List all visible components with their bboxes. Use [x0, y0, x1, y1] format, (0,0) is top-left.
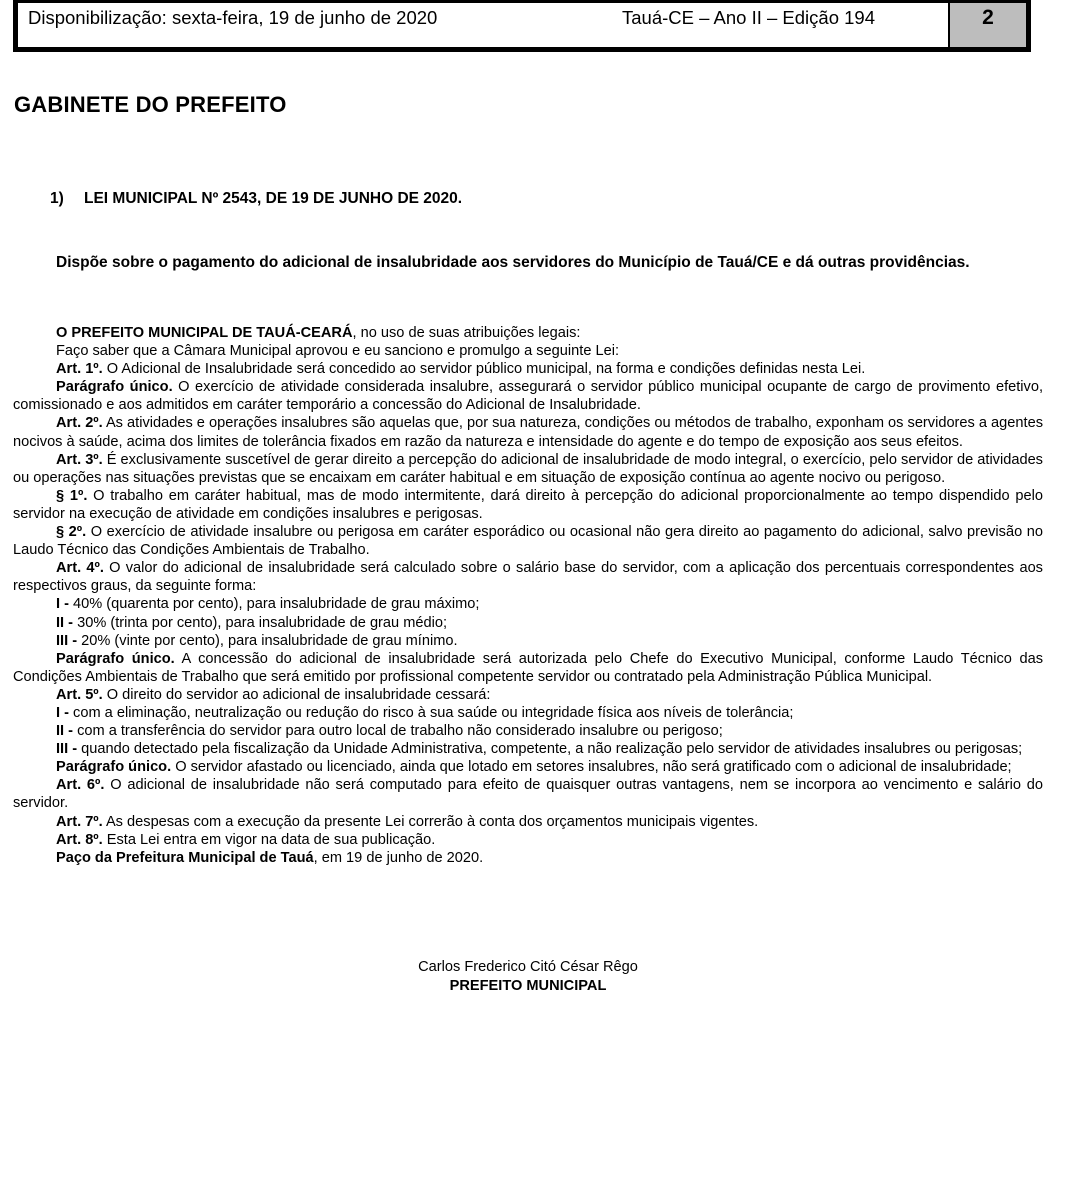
law-ementa: Dispõe sobre o pagamento do adicional de insalubridade aos servidores do Município de Tauá/CE e dá outras providências. [56, 254, 970, 271]
law-paragraph [13, 632, 1043, 650]
law-title [50, 190, 462, 208]
paragraph-text: 40% (quarenta por cento), para insalubridade de grau máximo; [68, 596, 480, 613]
law-body [13, 324, 1043, 867]
law-paragraph [13, 722, 1043, 740]
paragraph-lead: III - [56, 632, 78, 649]
paragraph-text: O exercício de atividade insalubre ou perigosa em caráter esporádico ou ocasional não gera direito ao pagamento do adicional, salvo previsão no Laudo Técnico das Condições Ambientais de Trabalho. [13, 524, 1043, 559]
paragraph-lead: § 2º. [56, 524, 87, 541]
publication-date: Disponibilização: sexta-feira, 19 de junho de 2020 [28, 7, 438, 28]
paragraph-text: quando detectado pela fiscalização da Unidade Administrativa, competente, a não realização pelo servidor de atividades insalubres ou perigosas; [77, 741, 1023, 758]
edition-info: Tauá-CE – Ano II – Edição 194 [622, 7, 876, 28]
paragraph-lead: Paço da Prefeitura Municipal de Tauá [56, 849, 314, 866]
law-paragraph [13, 704, 1043, 722]
paragraph-lead: Art. 6º. [56, 777, 105, 794]
paragraph-lead: Parágrafo único. [56, 379, 173, 396]
paragraph-lead: Art. 3º. [56, 451, 103, 468]
paragraph-lead: O PREFEITO MUNICIPAL DE TAUÁ-CEARÁ [56, 325, 353, 341]
paragraph-text: Faço saber que a Câmara Municipal aprovou e eu sanciono e promulgo a seguinte Lei: [56, 343, 620, 360]
law-paragraph [13, 559, 1043, 595]
law-paragraph [13, 595, 1043, 613]
paragraph-lead: Art. 4º. [56, 560, 104, 577]
paragraph-lead: III - [56, 741, 78, 758]
law-paragraph [13, 849, 1043, 867]
law-paragraph [13, 831, 1043, 849]
paragraph-text: , em 19 de junho de 2020. [313, 849, 484, 866]
law-paragraph [13, 758, 1043, 776]
paragraph-text: O exercício de atividade considerada insalubre, assegurará o servidor público municipal ocupante de cargo de provimento efetivo, comissionado e aos admitidos em caráter temporário a concessão do Adicional de Insalubridade. [13, 379, 1044, 414]
page-number: 2 [948, 3, 1026, 47]
law-paragraph [13, 740, 1043, 758]
paragraph-lead: Parágrafo único. [56, 759, 172, 776]
law-paragraph [13, 342, 1043, 360]
paragraph-lead: II - [56, 723, 74, 740]
law-paragraph [13, 378, 1043, 414]
law-paragraph [13, 360, 1043, 378]
paragraph-text: O adicional de insalubridade não será computado para efeito de quaisquer outras vantagens, nem se incorpora ao vencimento e salário do servidor. [13, 777, 1043, 812]
paragraph-text: O servidor afastado ou licenciado, ainda que lotado em setores insalubres, não será gratificado com o adicional de insalubridade; [171, 759, 1012, 776]
paragraph-text: com a eliminação, neutralização ou redução do risco à sua saúde ou integridade física aos níveis de tolerância; [68, 704, 794, 721]
law-paragraph [13, 614, 1043, 632]
signatory-name: Carlos Frederico Citó César Rêgo [418, 959, 638, 975]
law-paragraph [13, 451, 1043, 487]
paragraph-text: com a transferência do servidor para outro local de trabalho não considerado insalubre ou perigoso; [73, 723, 723, 740]
paragraph-lead: Art. 1º. [56, 361, 103, 378]
signature-block [0, 958, 1056, 995]
law-title-text: LEI MUNICIPAL Nº 2543, DE 19 DE JUNHO DE 2020. [84, 190, 463, 207]
paragraph-text: As atividades e operações insalubres são aquelas que, por sua natureza, condições ou métodos de trabalho, exponham os servidores a agentes nocivos à saúde, acima dos limites de tolerância fixados em razão da natureza e intensidade do agente e do tempo de exposição aos seus efeitos. [13, 415, 1043, 450]
paragraph-text: 20% (vinte por cento), para insalubridade de grau mínimo. [77, 632, 458, 649]
signatory-role: PREFEITO MUNICIPAL [449, 977, 607, 994]
paragraph-lead: § 1º. [56, 487, 88, 504]
paragraph-text: 30% (trinta por cento), para insalubridade de grau médio; [73, 614, 448, 631]
paragraph-lead: Parágrafo único. [56, 650, 175, 667]
gazette-header [13, 0, 1031, 52]
paragraph-lead: I - [56, 596, 69, 613]
law-paragraph [13, 686, 1043, 704]
law-paragraph [13, 523, 1043, 559]
paragraph-lead: Art. 5º. [56, 686, 103, 703]
paragraph-text: É exclusivamente suscetível de gerar direito a percepção do adicional de insalubridade de modo integral, o exercício, pelo servidor de atividades ou operações nas situações previstas que se encaixam em caráter habitual e em situação de exposição contínua ao agente nocivo ou perigoso. [13, 451, 1043, 486]
paragraph-lead: Art. 7º. [56, 813, 103, 830]
paragraph-text: O valor do adicional de insalubridade será calculado sobre o salário base do servidor, com a aplicação dos percentuais correspondentes aos respectivos graus, da seguinte forma: [13, 560, 1043, 595]
section-title: GABINETE DO PREFEITO [14, 92, 287, 117]
law-item-number: 1) [50, 190, 64, 207]
paragraph-text: A concessão do adicional de insalubridade será autorizada pelo Chefe do Executivo Municipal, conforme Laudo Técnico das Condições Ambientais de Trabalho que será emitido por profissional competente servidor ou contratado pela Administração Pública Municipal. [13, 650, 1044, 685]
paragraph-text: O Adicional de Insalubridade será concedido ao servidor público municipal, na forma e condições definidas nesta Lei. [102, 361, 866, 378]
law-paragraph [13, 414, 1043, 450]
paragraph-lead: Art. 8º. [56, 831, 103, 848]
paragraph-text: , no uso de suas atribuições legais: [352, 325, 581, 341]
law-paragraph [13, 650, 1043, 686]
paragraph-lead: II - [56, 614, 74, 631]
paragraph-text: Esta Lei entra em vigor na data de sua publicação. [102, 831, 436, 848]
paragraph-lead: Art. 2º. [56, 415, 103, 432]
paragraph-text: O trabalho em caráter habitual, mas de modo intermitente, dará direito à percepção do adicional proporcionalmente ao tempo dispendido pelo servidor na execução de atividade em condições insalubres e perigosas. [13, 487, 1043, 522]
paragraph-text: As despesas com a execução da presente Lei correrão à conta dos orçamentos municipais vigentes. [102, 813, 759, 830]
law-paragraph [13, 776, 1043, 812]
paragraph-text: O direito do servidor ao adicional de insalubridade cessará: [102, 686, 491, 703]
law-paragraph [13, 813, 1043, 831]
paragraph-lead: I - [56, 704, 69, 721]
law-paragraph [13, 324, 1043, 342]
law-paragraph [13, 487, 1043, 523]
